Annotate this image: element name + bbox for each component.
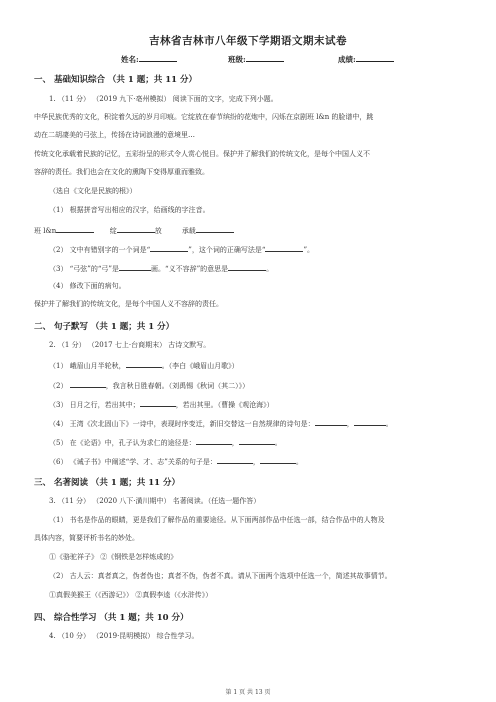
answer-blank[interactable] xyxy=(196,437,232,445)
subquestion-1-4: （4） 修改下面的病句。 xyxy=(49,282,126,290)
section-heading-4: 四、 综合性学习 （共 1 题；共 10 分） xyxy=(34,613,189,623)
poem-line-4: （4） 王湾《次北固山下》一诗中，表现时序变迁，新旧交替这一自然规律的诗句是： ， 。 xyxy=(49,420,393,428)
page-title: 吉林省吉林市八年级下学期语文期末试卷 xyxy=(149,35,347,47)
poem-line-2: （2） ，我言秋日胜春朝。（刘禹锡《秋词（其二）》） xyxy=(49,382,250,390)
question-2: 2. （1 分） （2017 七上·台商期末） 古诗文默写。 xyxy=(49,341,211,349)
subquestion-3-1-cont: 具体内容，简要评析书名的妙处。 xyxy=(34,534,139,542)
fill-row: 班 l&n 绽 放 承载 xyxy=(34,225,234,236)
poem-line-6: （6） 《诫子书》中阐述“学、才、志”关系的句子是： ， 。 xyxy=(49,458,303,466)
section-heading-1: 一、 基础知识综合 （共 1 题；共 11 分） xyxy=(34,75,197,85)
subquestion-3-2: （2） 古人云：真者真之，伪者伪也；真者不伪，伪者不真。请从下面两个选项中任选一个，简述其故事情节。 xyxy=(49,572,392,580)
subquestion-3-1: （1） 书名是作品的眼睛，更是我们了解作品的重要途径。从下面两部作品中任选一部，结合作品中的人物及 xyxy=(49,516,385,524)
sentence-to-fix: 保护并了解我们的传统文化，是每个中国人义不容辞的责任。 xyxy=(34,300,223,308)
answer-blank[interactable] xyxy=(260,456,296,464)
answer-blank[interactable] xyxy=(150,244,188,252)
class-field: 班级: xyxy=(228,53,284,65)
answer-blank[interactable] xyxy=(354,418,386,426)
subquestion-1-2: （2） 文中有错别字的一个词是“ ”，这个词的正确写法是“ ”。 xyxy=(49,246,315,254)
section-heading-2: 二、 句子默写 （共 1 题；共 1 分） xyxy=(34,322,175,332)
answer-blank[interactable] xyxy=(265,244,303,252)
page-footer: 第 1 页 共 13 页 xyxy=(225,689,271,696)
poem-line-3: （3） 日月之行，若出其中； ，若出其里。（曹操《观沧海》） xyxy=(49,401,274,409)
subquestion-1-1: （1） 根据拼音写出相应的汉字，给画线的字注音。 xyxy=(49,206,210,214)
answer-blank[interactable] xyxy=(117,225,155,233)
passage-source: （选自《文化是民族的根》） xyxy=(49,187,137,195)
answer-blank[interactable] xyxy=(119,263,151,271)
passage-line: 容辞的责任。我们也会在文化的熏陶下变得厚重而雅致。 xyxy=(34,168,209,176)
name-blank[interactable] xyxy=(139,53,177,62)
question-4: 4. （10 分） （2019·昆明模拟） 综合性学习。 xyxy=(49,632,199,640)
poem-line-5: （5） 在《论语》中，孔子认为求仁的途径是： ， 。 xyxy=(49,439,282,447)
story-options: ①真假美猴王（《西游记》） ②真假李逵（《水浒传》） xyxy=(49,591,213,599)
class-blank[interactable] xyxy=(246,53,284,62)
question-1: 1. （11 分） （2019 九下·亳州模拟） 阅读下面的文字，完成下列小题。 xyxy=(49,95,278,103)
answer-blank[interactable] xyxy=(70,380,106,388)
answer-blank[interactable] xyxy=(239,437,275,445)
score-blank[interactable] xyxy=(356,53,394,62)
section-heading-3: 三、 名著阅读 （共 1 题；共 11 分） xyxy=(34,478,180,488)
answer-blank[interactable] xyxy=(315,418,347,426)
answer-blank[interactable] xyxy=(140,399,176,407)
passage-line: 动在二胡凄美的弓弦上，传扬在诗词浪漫的意境里… xyxy=(34,131,195,139)
subquestion-1-3: （3） “弓弦”的“弓”是 画。“义不容辞”的意思是 。 xyxy=(49,265,274,273)
score-field: 成绩: xyxy=(338,53,394,65)
book-options: ①《骆驼祥子》 ②《钢铁是怎样炼成的》 xyxy=(49,553,178,561)
answer-blank[interactable] xyxy=(217,456,253,464)
answer-blank[interactable] xyxy=(228,263,266,271)
answer-blank[interactable] xyxy=(56,225,94,233)
question-3: 3. （11 分） （2020 八下·潢川期中） 名著阅读。（任选一题作答） xyxy=(49,497,261,505)
answer-blank[interactable] xyxy=(196,225,234,233)
passage-line: 传统文化承载着民族的记忆，五彩纷呈的形式令人赏心悦目。保护并了解我们的传统文化，是每个中国人义不 xyxy=(34,150,370,158)
poem-line-1: （1） 峨眉山月半轮秋， 。（李白《峨眉山月歌》） xyxy=(49,362,239,370)
answer-blank[interactable] xyxy=(126,360,162,368)
passage-line: 中华民族优秀的文化，积淀着久远的岁月印痕。它绽放在春节缤纷的花炮中，闪烁在京剧班 l&n 的脸谱中，跳 xyxy=(34,113,374,121)
name-field: 姓名: xyxy=(121,53,177,65)
